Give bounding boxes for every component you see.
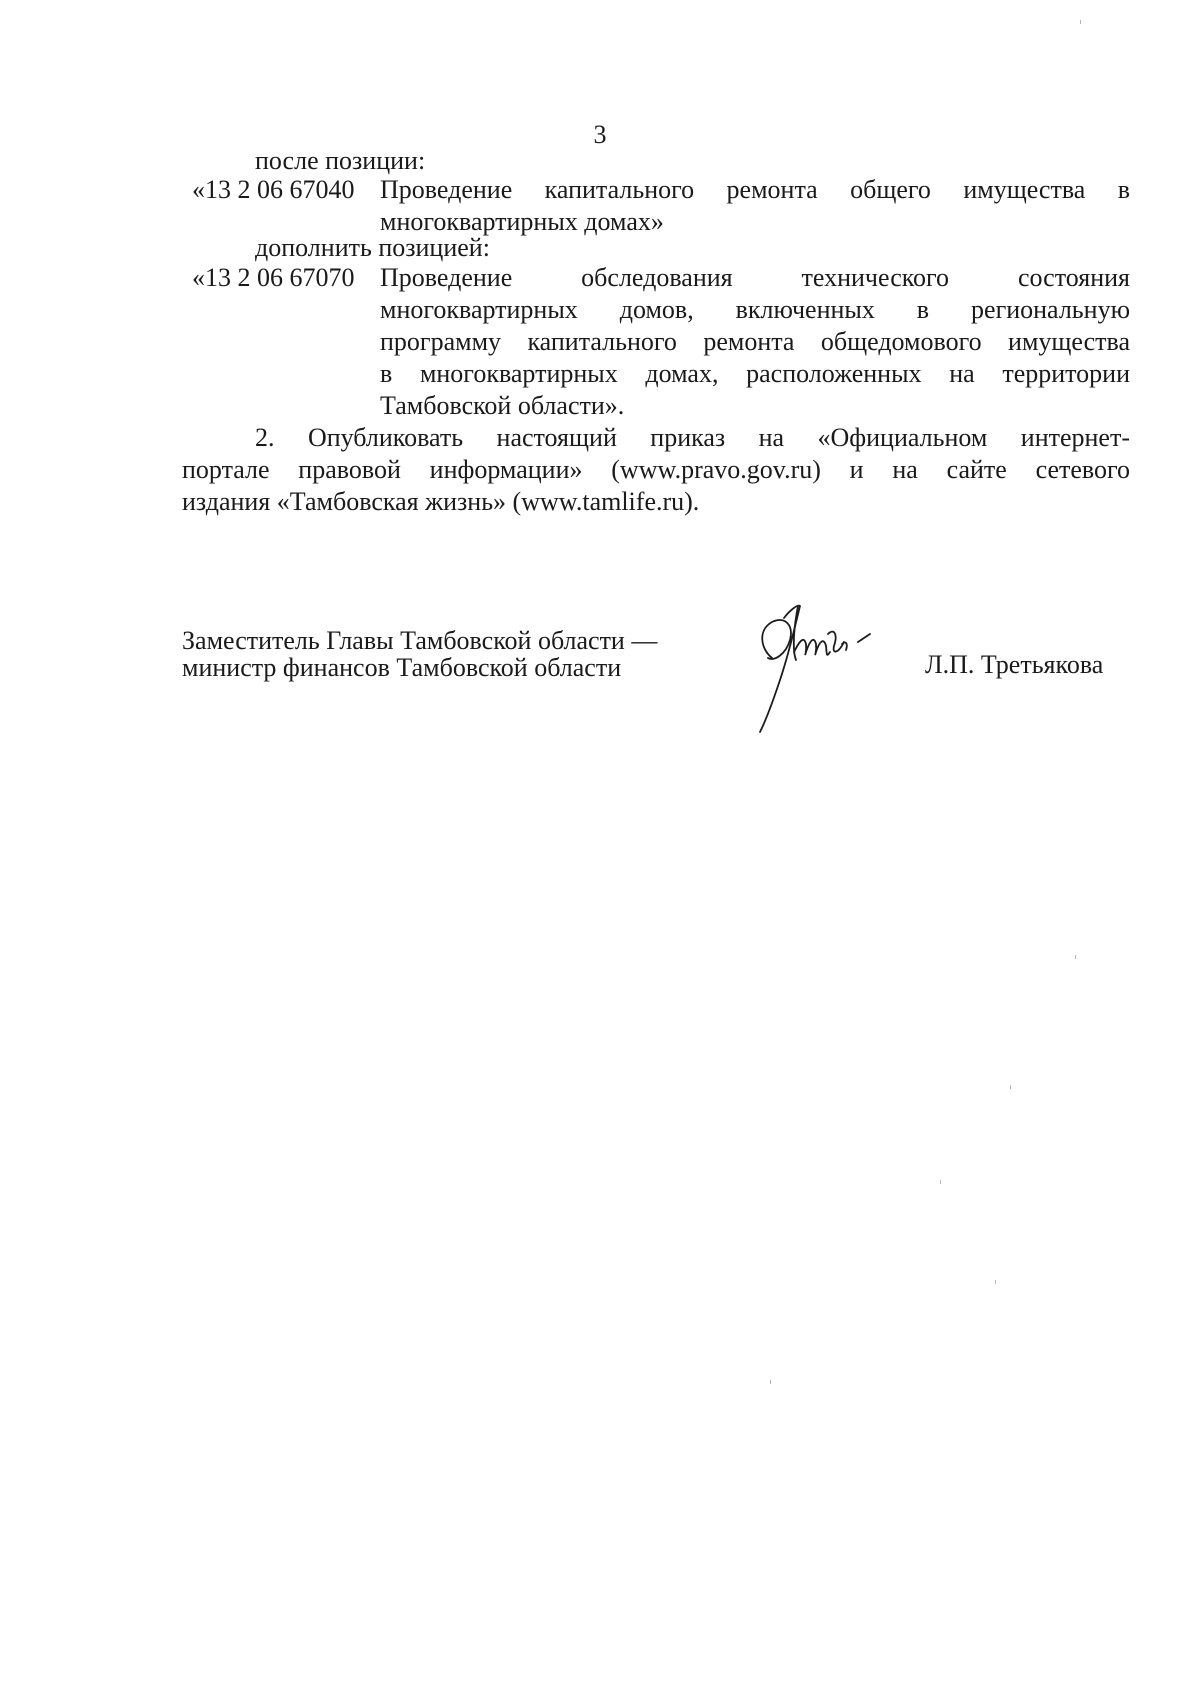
publication-line: 2. Опубликовать настоящий приказ на «Официальном интернет- bbox=[255, 423, 1130, 452]
existing-item-description bbox=[380, 174, 1130, 238]
new-item-description bbox=[380, 262, 1130, 422]
scan-speck bbox=[1075, 955, 1076, 959]
existing-item-code: «13 2 06 67040 bbox=[192, 175, 355, 204]
existing-item-line: Проведение капитального ремонта общего имущества в bbox=[380, 175, 1130, 204]
after-position-label: после позиции: bbox=[255, 146, 426, 175]
scan-speck bbox=[770, 1380, 771, 1384]
signer-name: Л.П. Третьякова bbox=[925, 650, 1104, 679]
new-item-line: многоквартирных домов, включенных в региональную bbox=[380, 295, 1130, 324]
scan-speck bbox=[940, 1180, 941, 1184]
signer-position bbox=[182, 627, 657, 681]
add-position-label: дополнить позицией: bbox=[255, 233, 490, 262]
signer-position-line: министр финансов Тамбовской области bbox=[182, 653, 622, 682]
scan-speck bbox=[1010, 1085, 1011, 1089]
existing-item-line: многоквартирных домах» bbox=[380, 207, 664, 236]
signer-position-line: Заместитель Главы Тамбовской области — bbox=[182, 626, 658, 655]
publication-line: портале правовой информации» (www.pravo.gov.ru) и на сайте сетевого bbox=[182, 455, 1130, 484]
new-item-line: программу капитального ремонта общедомового имущества bbox=[380, 327, 1130, 356]
page-number: 3 bbox=[593, 120, 607, 149]
new-item-code: «13 2 06 67070 bbox=[192, 263, 355, 292]
new-item-line: Тамбовской области». bbox=[380, 391, 625, 420]
scan-speck bbox=[1080, 20, 1081, 24]
new-item-line: в многоквартирных домах, расположенных на территории bbox=[380, 359, 1130, 388]
publication-paragraph bbox=[182, 422, 1130, 518]
scan-speck bbox=[995, 1280, 996, 1284]
new-item-line: Проведение обследования технического состояния bbox=[380, 263, 1130, 292]
publication-line: издания «Тамбовская жизнь» (www.tamlife.ru). bbox=[182, 487, 700, 516]
handwritten-signature bbox=[750, 600, 900, 740]
